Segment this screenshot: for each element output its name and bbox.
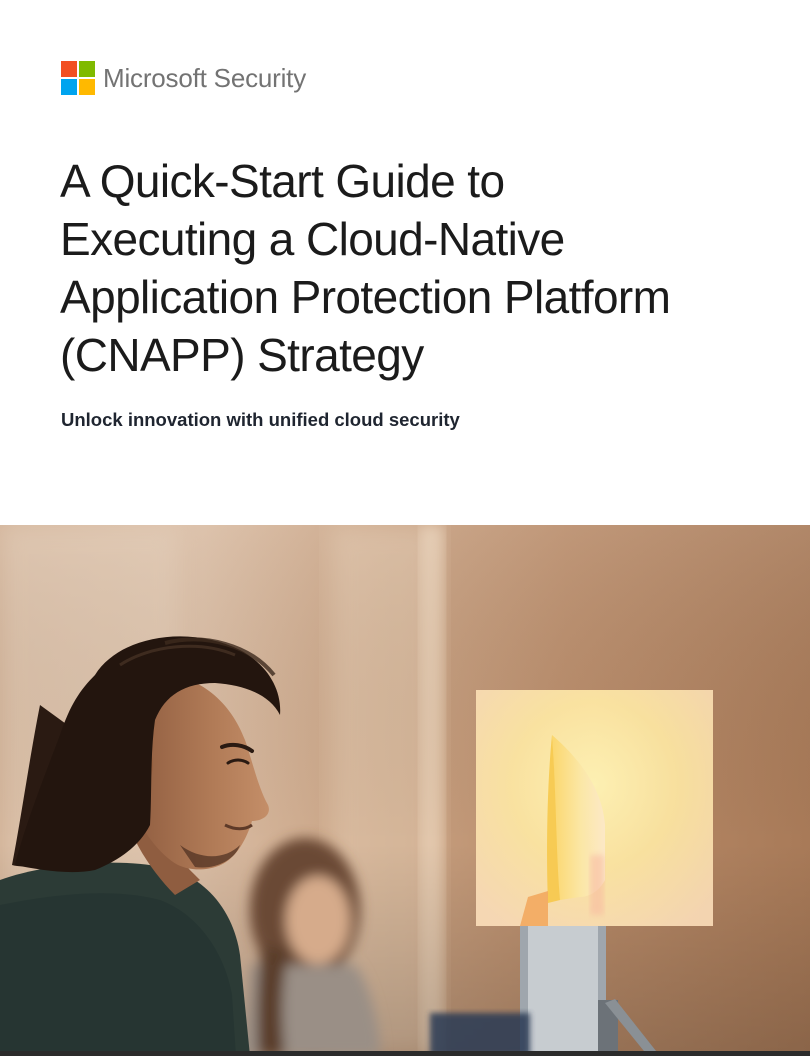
title-line-1: A Quick-Start Guide to xyxy=(60,155,505,207)
logo-green-square xyxy=(79,61,95,77)
title-line-4: (CNAPP) Strategy xyxy=(60,329,424,381)
glow-panel xyxy=(476,690,713,926)
logo-yellow-square xyxy=(79,79,95,95)
microsoft-logo-icon xyxy=(61,61,95,95)
title-line-2: Executing a Cloud-Native xyxy=(60,213,565,265)
cover-photo xyxy=(0,525,810,1056)
brand-header xyxy=(61,61,306,95)
logo-red-square xyxy=(61,61,77,77)
brand-name: Microsoft Security xyxy=(103,63,307,93)
cover-photo-illustration xyxy=(0,525,810,1056)
title-line-3: Application Protection Platform xyxy=(60,271,671,323)
page-title xyxy=(60,152,780,384)
page-subtitle: Unlock innovation with unified cloud security xyxy=(61,409,460,430)
logo-blue-square xyxy=(61,79,77,95)
